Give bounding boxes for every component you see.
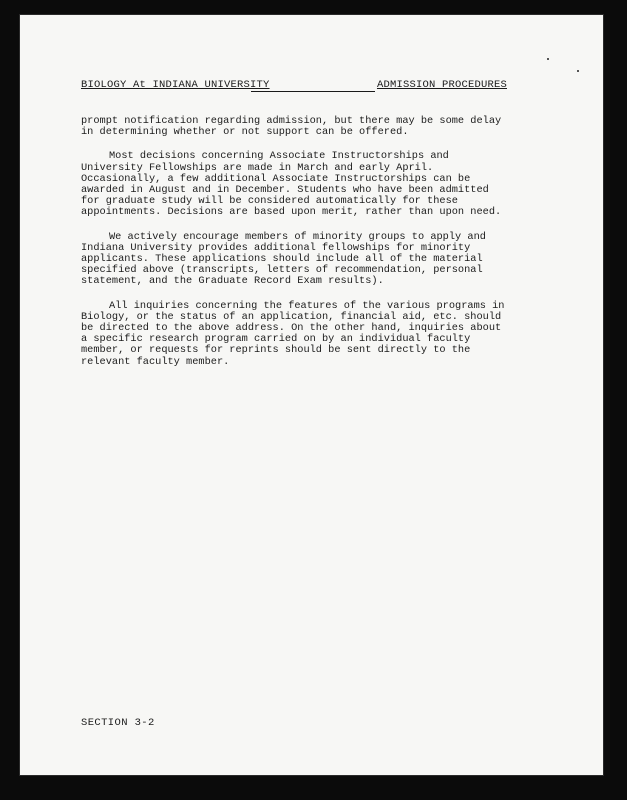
paragraph-fellowship-decisions: Most decisions concerning Associate Instructorships and University Fellowships are made in March and early April. Occasionally, a few additional Associate Instructorships can be awarded in August and in December. Students who have been admitted for graduate study will be considered automatically for these appointments. Decisions are based upon merit, rather than upon need. xyxy=(81,150,502,219)
section-footer: SECTION 3-2 xyxy=(81,717,155,729)
header-left-title: BIOLOGY At INDIANA UNIVERSITY xyxy=(81,79,270,91)
body-text xyxy=(81,116,507,381)
header-right-title: ADMISSION PROCEDURES xyxy=(376,79,507,91)
page-header xyxy=(81,79,507,95)
paragraph-inquiries: All inquiries concerning the features of the various programs in Biology, or the status of an application, financial aid, etc. should be directed to the above address. On the other hand, inquiries about a specific research program carried on by an individual faculty member, or requests for reprints should be sent directly to the relevant faculty member. xyxy=(81,299,505,368)
speck-mark xyxy=(547,58,549,60)
document-page xyxy=(19,14,604,776)
header-rule xyxy=(251,91,375,92)
paragraph-continuation: prompt notification regarding admission, but there may be some delay in determining whether or not support can be offered. xyxy=(81,115,502,139)
paragraph-minority-applicants: We actively encourage members of minority groups to apply and Indiana University provides additional fellowships for minority applicants. These applications should include all of the material specified above (transcripts, letters of recommendation, personal statement, and the Graduate Record Exam results). xyxy=(81,230,486,288)
speck-mark xyxy=(577,70,579,72)
